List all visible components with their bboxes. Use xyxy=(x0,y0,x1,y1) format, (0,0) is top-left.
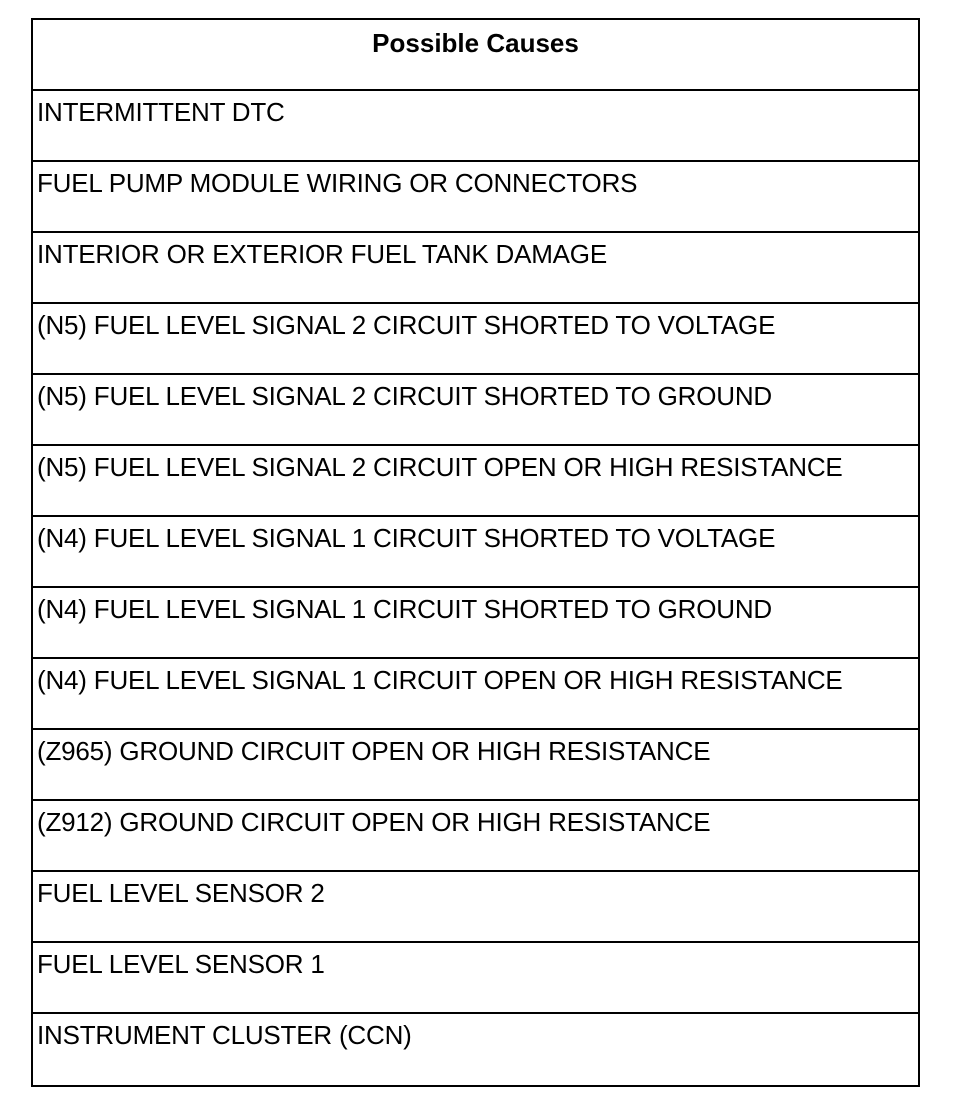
cause-text: FUEL PUMP MODULE WIRING OR CONNECTORS xyxy=(37,168,638,198)
cause-text: (Z912) GROUND CIRCUIT OPEN OR HIGH RESISTANCE xyxy=(37,807,711,837)
table-row xyxy=(33,304,918,375)
table-row xyxy=(33,872,918,943)
cause-text: INSTRUMENT CLUSTER (CCN) xyxy=(37,1020,412,1050)
table-row xyxy=(33,162,918,233)
table-header xyxy=(33,20,918,91)
cause-text: (N4) FUEL LEVEL SIGNAL 1 CIRCUIT OPEN OR HIGH RESISTANCE xyxy=(37,665,843,695)
table-row xyxy=(33,730,918,801)
table-row xyxy=(33,233,918,304)
table-row xyxy=(33,375,918,446)
table-row xyxy=(33,801,918,872)
table-header-title: Possible Causes xyxy=(372,28,579,58)
cause-text: (N4) FUEL LEVEL SIGNAL 1 CIRCUIT SHORTED TO VOLTAGE xyxy=(37,523,776,553)
cause-text: (N5) FUEL LEVEL SIGNAL 2 CIRCUIT OPEN OR HIGH RESISTANCE xyxy=(37,452,843,482)
table-row xyxy=(33,659,918,730)
table-row xyxy=(33,588,918,659)
table-row xyxy=(33,943,918,1014)
table-row xyxy=(33,446,918,517)
cause-text: INTERIOR OR EXTERIOR FUEL TANK DAMAGE xyxy=(37,239,607,269)
possible-causes-table xyxy=(31,18,920,1087)
cause-text: INTERMITTENT DTC xyxy=(37,97,285,127)
table-row xyxy=(33,1014,918,1085)
cause-text: FUEL LEVEL SENSOR 1 xyxy=(37,949,325,979)
cause-text: FUEL LEVEL SENSOR 2 xyxy=(37,878,325,908)
cause-text: (N5) FUEL LEVEL SIGNAL 2 CIRCUIT SHORTED TO VOLTAGE xyxy=(37,310,776,340)
cause-text: (Z965) GROUND CIRCUIT OPEN OR HIGH RESISTANCE xyxy=(37,736,711,766)
cause-text: (N4) FUEL LEVEL SIGNAL 1 CIRCUIT SHORTED TO GROUND xyxy=(37,594,773,624)
table-row xyxy=(33,517,918,588)
table-row xyxy=(33,91,918,162)
cause-text: (N5) FUEL LEVEL SIGNAL 2 CIRCUIT SHORTED TO GROUND xyxy=(37,381,773,411)
